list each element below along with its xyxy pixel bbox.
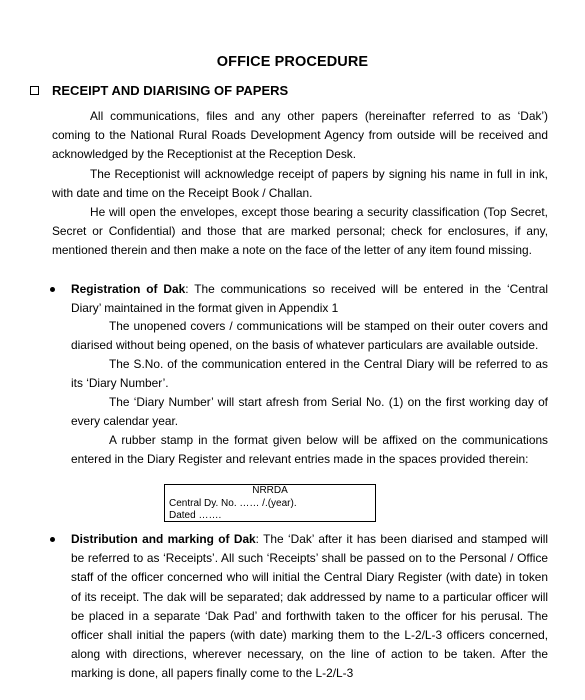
distribution-text: : The ‘Dak’ after it has been diarised and stamped will be referred to as ‘Receipts’. All such ‘Receipts’ shall be passed on to the Personal / Office staff of the officer concerned who will initial the Central Diary Register (with date) in token of its receipt. The dak will be separated; dak addressed by name to a particular officer will be placed in a separate ‘Dak Pad’ and forthwith taken to the officer for his perusal. The officer shall initial the papers (with date) marking them to the L-2/L-3 officers concerned, along with directions, wherever necessary, on the line of action to be taken. After the marking is done, all papers finally come to the L-2/L-3 [71, 532, 549, 681]
bullet-icon [50, 537, 55, 542]
paragraph-envelopes: He will open the envelopes, except those bearing a security classification (Top Secret, Secret or Confidential) and those that are marked personal; check for enclosures, if any, mentioned therein and then make a note on the face of the letter of any item found missing. [52, 205, 548, 258]
section-heading [30, 83, 288, 98]
page-title: OFFICE PROCEDURE [216, 54, 369, 70]
stamp-title: NRRDA [252, 485, 288, 496]
registration-sub-paragraph: The ‘Diary Number’ will start afresh from Serial No. (1) on the first working day of every calendar year. [71, 395, 548, 429]
registration-paragraph [71, 280, 548, 318]
paragraph-receipt: All communications, files and any other papers (hereinafter referred to as ‘Dak’) coming to the National Rural Roads Development Agency from outside will be received and acknowledged by the Receptionist at the Reception Desk. [52, 109, 548, 162]
distribution-paragraph [71, 530, 548, 684]
stamp-diary-number-line: Central Dy. No. …… /.(year). [169, 497, 297, 509]
distribution-label: Distribution and marking of Dak [71, 532, 256, 546]
bullet-icon [50, 287, 55, 292]
stamp-date-line: Dated ……. [169, 510, 222, 521]
registration-sub-paragraph: The S.No. of the communication entered in the Central Diary will be referred to as its ‘Diary Number’. [71, 357, 548, 391]
registration-text: : The communications so received will be entered in the ‘Central Diary’ maintained in the format given in Appendix 1 [71, 282, 548, 316]
registration-sub-paragraph: The unopened covers / communications will be stamped on their outer covers and diarised without being opened, on the basis of whatever particulars are available outside. [71, 319, 548, 353]
registration-label: Registration of Dak [71, 282, 186, 296]
checkbox-bullet-icon [30, 86, 39, 95]
section-heading-text: RECEIPT AND DIARISING OF PAPERS [52, 83, 289, 98]
registration-sub-paragraph: A rubber stamp in the format given below will be affixed on the communications entered in the Diary Register and relevant entries made in the spaces provided therein: [71, 433, 548, 467]
paragraph-acknowledge: The Receptionist will acknowledge receipt of papers by signing his name in full in ink, with date and time on the Receipt Book / Challan. [52, 167, 548, 201]
rubber-stamp-box [164, 484, 376, 522]
